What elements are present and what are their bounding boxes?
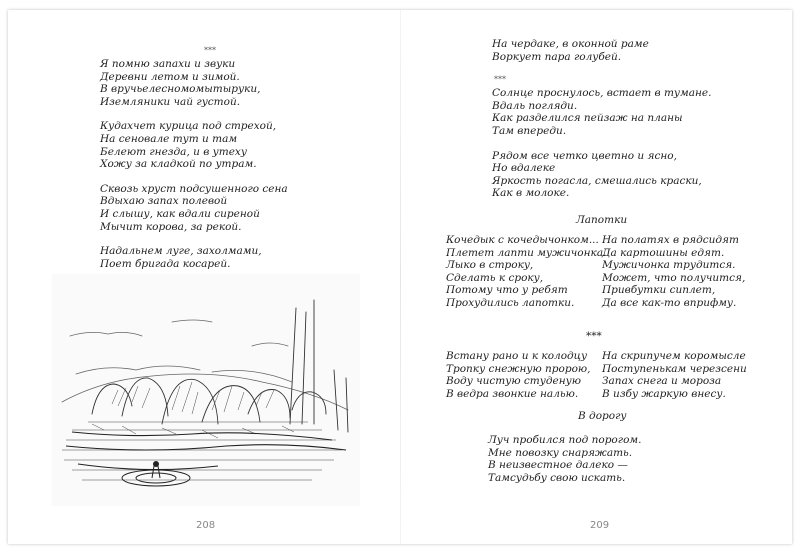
poem-line: Мужичонка трудится.: [602, 259, 736, 272]
poem-title-lapotki: Лапотки: [576, 214, 628, 226]
poem-line: Встану рано и к колодцу: [446, 350, 588, 362]
poem-line: Привбутки сиплет,: [602, 284, 716, 297]
stanza: [100, 245, 320, 270]
poem-line: Сквозь хруст подсушенного сена: [100, 182, 288, 195]
poem-line: Вдаль погляди.: [492, 99, 578, 112]
left-page: [8, 10, 400, 544]
poem-line: Хожу за кладкой по утрам.: [100, 158, 257, 171]
poem-line: Иземляники чай густой.: [100, 95, 241, 108]
lapotki-right-column: [602, 234, 752, 310]
poem-line: И слышу, как вдали сиреной: [100, 207, 260, 220]
poem-line: Сделать к сроку,: [446, 271, 544, 284]
poem-line: Мычит корова, за рекой.: [100, 220, 242, 233]
poem-separator: ***: [586, 330, 602, 342]
poem-line: Плетет лапти мужичонка.: [446, 246, 607, 259]
poem-title-v-dorogu: В дорогу: [578, 410, 627, 422]
poem-line: Мне повозку снаряжать.: [488, 446, 633, 459]
poem-line: Там впереди.: [492, 124, 567, 137]
pencil-sketch-illustration: [52, 274, 360, 506]
poem-line: На сеновале тут и там: [100, 132, 238, 145]
poem-line: В вручьелесномомытыруки,: [100, 83, 261, 96]
lapotki-left-column: [446, 234, 607, 310]
poem-line: Поет бригада косарей.: [100, 257, 231, 270]
poem-line: На чердаке, в оконной раме: [492, 38, 649, 50]
poem-line: Как разделился пейзаж на планы: [492, 112, 683, 125]
poem-line: Запах снега и мороза: [602, 375, 722, 388]
stanza: [100, 120, 320, 170]
poem-line: Кудахчет курица под стрехой,: [100, 120, 277, 133]
poem-line: Прохудились лапотки.: [446, 296, 575, 309]
poem-line: Тропку снежную пророю,: [446, 362, 591, 375]
poem-separator: ***: [204, 46, 216, 55]
poem-line: Белеют гнезда, и в утеху: [100, 145, 247, 158]
poem-line: Но вдалеке: [492, 162, 556, 175]
stanza: [100, 183, 320, 233]
poem-line: Надальнем луге, захолмами,: [100, 245, 262, 258]
poem-line: На полатях в рядсидят: [602, 234, 739, 246]
page-number: 209: [590, 520, 610, 531]
poem-line: Воркует пара голубей.: [492, 50, 622, 63]
poem-line: В ведра звонкие налью.: [446, 387, 579, 400]
poem-line: Рядом все четко цветно и ясно,: [492, 149, 677, 162]
poem-line: Я помню запахи и звуки: [100, 58, 236, 70]
poem-line: Потому что у ребят: [446, 284, 568, 297]
right-poem-continuation: [492, 38, 752, 200]
poem-line: Кочедык с кочедычонком...: [446, 234, 599, 246]
poem-line: Солнце проснулось, встает в тумане.: [492, 87, 712, 100]
poem-line: Деревни летом и зимой.: [100, 70, 240, 83]
v-dorogu-poem: [488, 434, 688, 484]
poem-line: Воду чистую студеную: [446, 375, 581, 388]
poem-line: В неизвестное далеко —: [488, 459, 628, 472]
poem3-left-column: [446, 350, 596, 400]
poem-line: Вдыхаю запах полевой: [100, 195, 228, 208]
poem-line: Как в молоке.: [492, 187, 570, 200]
poem-line: Да все как-то вприфму.: [602, 296, 737, 309]
poem-line: Тамсудьбу свою искать.: [488, 471, 626, 484]
stanza: [100, 58, 320, 108]
poem-line: Лыко в строку,: [446, 259, 534, 272]
poem-separator: ***: [494, 75, 506, 85]
poem-line: Поступенькам черезсени: [602, 362, 747, 375]
right-page: [400, 10, 792, 544]
poem-line: Яркость погасла, смешались краски,: [492, 174, 702, 187]
poem-line: На скрипучем коромысле: [602, 350, 746, 362]
left-poem: [100, 46, 320, 270]
poem-line: В избу жаркую внесу.: [602, 387, 726, 400]
book-spread: [8, 10, 792, 544]
poem-line: Да картошины едят.: [602, 246, 725, 259]
poem-line: Луч пробился под порогом.: [488, 434, 642, 446]
poem-line: Может, что получится,: [602, 271, 746, 284]
poem3-right-column: [602, 350, 752, 400]
page-number: 208: [196, 520, 216, 531]
